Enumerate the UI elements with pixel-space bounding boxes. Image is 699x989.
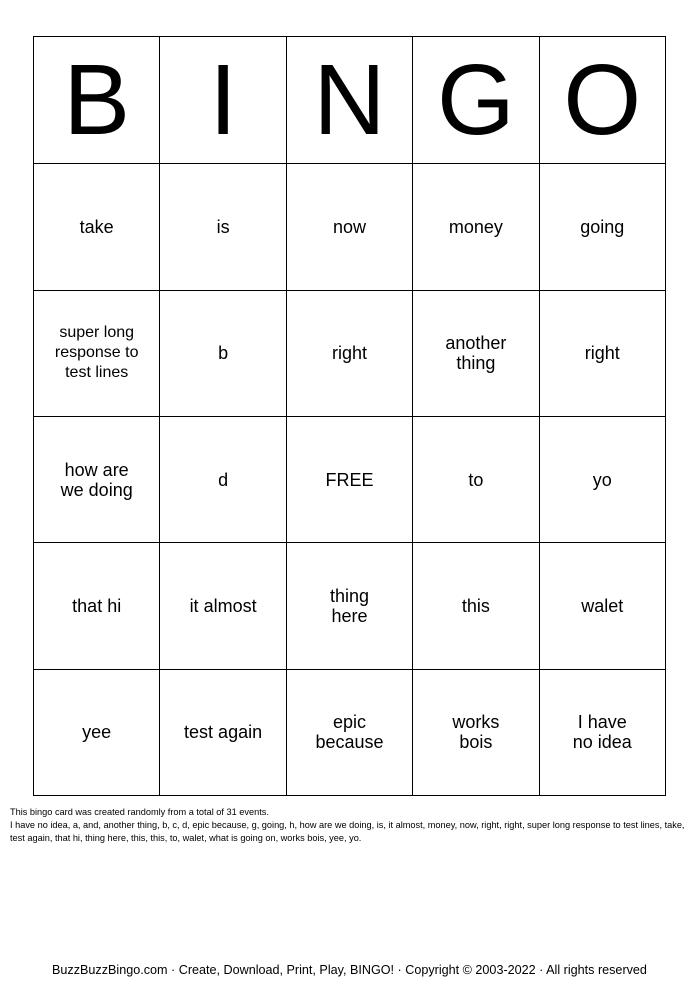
header-letter-i: I xyxy=(160,37,286,164)
bingo-cell: I have no idea xyxy=(539,669,665,795)
bingo-cell: yee xyxy=(34,669,160,795)
header-letter-o: O xyxy=(539,37,665,164)
bingo-row xyxy=(34,416,666,542)
bingo-cell: walet xyxy=(539,543,665,669)
notes-summary: This bingo card was created randomly from a total of 31 events. xyxy=(10,807,269,817)
header-letter-n: N xyxy=(286,37,412,164)
bingo-cell: d xyxy=(160,416,286,542)
bingo-cell: yo xyxy=(539,416,665,542)
bingo-cell: how are we doing xyxy=(34,416,160,542)
bingo-cell: right xyxy=(286,290,412,416)
bingo-cell: right xyxy=(539,290,665,416)
header-letter-g: G xyxy=(413,37,539,164)
bingo-cell: epic because xyxy=(286,669,412,795)
bingo-cell: to xyxy=(413,416,539,542)
free-space-cell: FREE xyxy=(286,416,412,542)
bingo-cell: take xyxy=(34,164,160,290)
bingo-cell: b xyxy=(160,290,286,416)
bingo-row xyxy=(34,164,666,290)
bingo-cell: test again xyxy=(160,669,286,795)
notes-event-list: I have no idea, a, and, another thing, b, c, d, epic because, g, going, h, how are we doing, is, it almost, money, now, right, right, super long response to test lines, take, test again, that hi, thing here, this, this, to, walet, what is going on, works bois, yee, yo. xyxy=(10,820,685,843)
bingo-card xyxy=(33,36,666,796)
bingo-cell: this xyxy=(413,543,539,669)
card-notes xyxy=(10,806,690,845)
bingo-cell: thing here xyxy=(286,543,412,669)
bingo-cell: going xyxy=(539,164,665,290)
bingo-cell: super long response to test lines xyxy=(34,290,160,416)
bingo-cell: it almost xyxy=(160,543,286,669)
header-letter-b: B xyxy=(34,37,160,164)
bingo-row xyxy=(34,543,666,669)
bingo-cell: money xyxy=(413,164,539,290)
bingo-cell: is xyxy=(160,164,286,290)
bingo-row xyxy=(34,290,666,416)
bingo-header-row xyxy=(34,37,666,164)
bingo-cell: works bois xyxy=(413,669,539,795)
page-footer: BuzzBuzzBingo.com · Create, Download, Print, Play, BINGO! · Copyright © 2003-2022 · All rights reserved xyxy=(52,963,647,977)
bingo-cell: now xyxy=(286,164,412,290)
bingo-cell: another thing xyxy=(413,290,539,416)
bingo-cell: that hi xyxy=(34,543,160,669)
bingo-row xyxy=(34,669,666,795)
